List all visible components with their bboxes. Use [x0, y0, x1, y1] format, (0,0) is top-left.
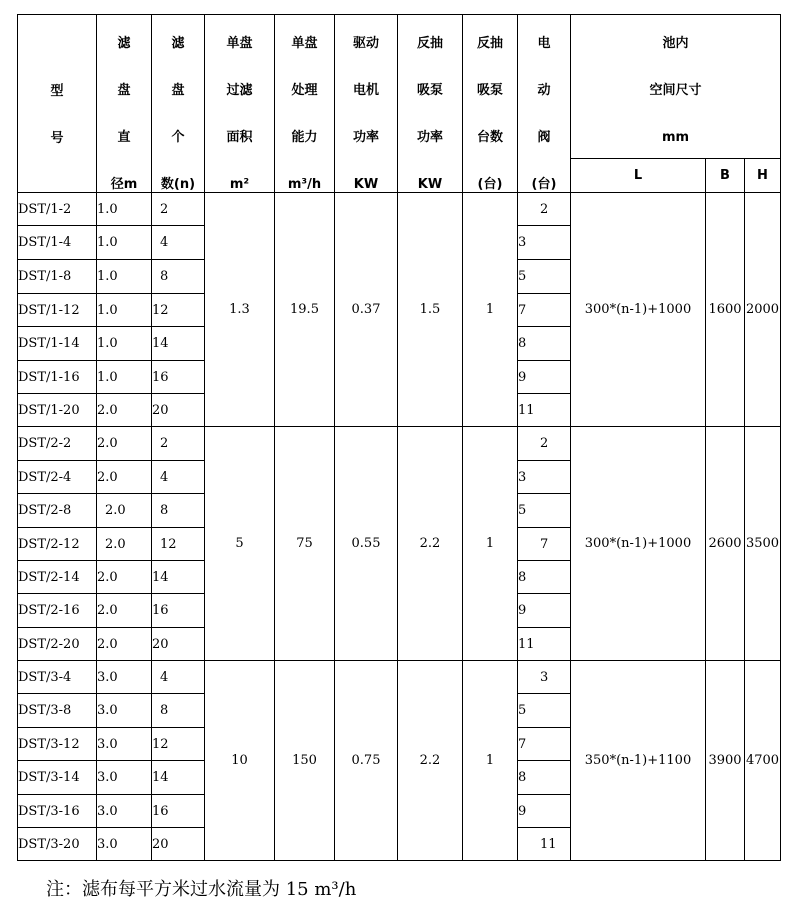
cell-model: DST/2-14 [18, 561, 97, 594]
cell-capacity: 75 [275, 427, 335, 661]
cell-model: DST/3-8 [18, 694, 97, 728]
cell-count: 8 [152, 494, 205, 528]
cell-diameter: 1.0 [97, 327, 152, 361]
header-model [18, 15, 97, 193]
header-line: 能力 [291, 130, 318, 145]
cell-count: 16 [152, 795, 205, 828]
cell-valve: 8 [518, 327, 571, 361]
cell-model: DST/3-16 [18, 795, 97, 828]
cell-diameter: 3.0 [97, 694, 152, 728]
cell-pump-power: 2.2 [398, 661, 463, 861]
header-diameter [97, 15, 152, 193]
cell-model: DST/1-16 [18, 361, 97, 394]
cell-pool-H: 2000 [745, 193, 781, 427]
header-line: 电 [537, 36, 551, 51]
cell-diameter: 2.0 [97, 427, 152, 461]
cell-diameter: 3.0 [97, 761, 152, 795]
cell-valve: 7 [518, 528, 571, 561]
header-line: 动 [537, 83, 551, 98]
header-line: 个 [171, 130, 185, 145]
cell-model: DST/3-14 [18, 761, 97, 795]
header-line: KW [353, 177, 379, 192]
header-count [152, 15, 205, 193]
cell-pump-power: 1.5 [398, 193, 463, 427]
cell-model: DST/2-8 [18, 494, 97, 528]
cell-valve: 9 [518, 361, 571, 394]
cell-count: 8 [152, 694, 205, 728]
header-line: 处理 [291, 83, 318, 98]
header-line: mm [661, 130, 690, 145]
cell-count: 12 [152, 294, 205, 327]
header-line: 盘 [117, 83, 131, 98]
cell-count: 16 [152, 361, 205, 394]
header-line: 盘 [171, 83, 185, 98]
cell-diameter: 2.0 [97, 394, 152, 427]
cell-model: DST/2-20 [18, 628, 97, 661]
header-pump-power [398, 15, 463, 193]
cell-model: DST/1-12 [18, 294, 97, 327]
table-row [18, 427, 781, 461]
cell-count: 14 [152, 561, 205, 594]
cell-count: 14 [152, 327, 205, 361]
cell-valve: 11 [518, 828, 571, 861]
header-line: (台) [531, 177, 557, 192]
cell-pump-count: 1 [463, 427, 518, 661]
header-pump-count [463, 15, 518, 193]
cell-diameter: 1.0 [97, 361, 152, 394]
cell-model: DST/2-12 [18, 528, 97, 561]
cell-count: 14 [152, 761, 205, 795]
cell-valve: 11 [518, 628, 571, 661]
header-line: 型 [50, 84, 64, 99]
cell-diameter: 2.0 [97, 628, 152, 661]
table-row [18, 193, 781, 226]
cell-pump-power: 2.2 [398, 427, 463, 661]
header-line: 空间尺寸 [649, 83, 702, 98]
header-B: B [706, 159, 745, 193]
header-line: (台) [477, 177, 503, 192]
cell-diameter: 3.0 [97, 828, 152, 861]
cell-pool-L: 300*(n-1)+1000 [571, 427, 706, 661]
cell-pool-H: 4700 [745, 661, 781, 861]
cell-diameter: 2.0 [97, 461, 152, 494]
cell-valve: 2 [518, 193, 571, 226]
header-line: 吸泵 [416, 83, 443, 98]
header-line: 反抽 [476, 36, 503, 51]
header-line: 滤 [171, 36, 185, 51]
header-area [205, 15, 275, 193]
cell-motor: 0.75 [335, 661, 398, 861]
header-line: 池内 [662, 36, 689, 51]
cell-valve: 9 [518, 795, 571, 828]
header-capacity [275, 15, 335, 193]
cell-diameter: 3.0 [97, 795, 152, 828]
cell-valve: 5 [518, 494, 571, 528]
header-line: 滤 [117, 36, 131, 51]
header-line: 面积 [226, 130, 253, 145]
cell-diameter: 1.0 [97, 226, 152, 260]
cell-diameter: 1.0 [97, 193, 152, 226]
cell-pool-B: 3900 [706, 661, 745, 861]
header-line: m² [229, 177, 250, 192]
cell-model: DST/1-4 [18, 226, 97, 260]
cell-pump-count: 1 [463, 193, 518, 427]
cell-count: 20 [152, 628, 205, 661]
cell-model: DST/3-20 [18, 828, 97, 861]
header-line: m³/h [287, 177, 322, 192]
header-line: 过滤 [226, 83, 253, 98]
header-line: 功率 [416, 130, 443, 145]
cell-pool-B: 1600 [706, 193, 745, 427]
cell-count: 16 [152, 594, 205, 628]
cell-valve: 3 [518, 461, 571, 494]
header-line: 直 [117, 130, 131, 145]
header-H: H [745, 159, 781, 193]
footnote: 注：滤布每平方米过水流量为 15 m³/h [46, 879, 357, 900]
header-motor [335, 15, 398, 193]
cell-pool-H: 3500 [745, 427, 781, 661]
cell-pump-count: 1 [463, 661, 518, 861]
cell-pool-L: 350*(n-1)+1100 [571, 661, 706, 861]
cell-valve: 7 [518, 294, 571, 327]
header-line: 阀 [537, 130, 551, 145]
cell-diameter: 1.0 [97, 260, 152, 294]
cell-model: DST/1-14 [18, 327, 97, 361]
cell-pool-L: 300*(n-1)+1000 [571, 193, 706, 427]
cell-model: DST/1-2 [18, 193, 97, 226]
spec-table [17, 14, 781, 861]
header-line: 功率 [352, 130, 379, 145]
cell-model: DST/2-4 [18, 461, 97, 494]
cell-valve: 5 [518, 694, 571, 728]
cell-motor: 0.37 [335, 193, 398, 427]
cell-diameter: 2.0 [97, 561, 152, 594]
header-line: 径m [110, 177, 138, 192]
header-valve [518, 15, 571, 193]
cell-count: 12 [152, 528, 205, 561]
cell-diameter: 2.0 [97, 594, 152, 628]
cell-capacity: 19.5 [275, 193, 335, 427]
cell-valve: 9 [518, 594, 571, 628]
cell-diameter: 3.0 [97, 728, 152, 761]
cell-area: 5 [205, 427, 275, 661]
cell-count: 4 [152, 661, 205, 694]
cell-valve: 5 [518, 260, 571, 294]
cell-valve: 3 [518, 661, 571, 694]
cell-valve: 11 [518, 394, 571, 427]
cell-motor: 0.55 [335, 427, 398, 661]
header-line: 单盘 [291, 36, 318, 51]
cell-area: 1.3 [205, 193, 275, 427]
header-L: L [571, 159, 706, 193]
cell-valve: 2 [518, 427, 571, 461]
cell-model: DST/2-16 [18, 594, 97, 628]
cell-pool-B: 2600 [706, 427, 745, 661]
cell-diameter: 2.0 [97, 528, 152, 561]
header-line: 电机 [352, 83, 379, 98]
cell-model: DST/1-20 [18, 394, 97, 427]
header-line: 驱动 [352, 36, 379, 51]
header-line: 反抽 [416, 36, 443, 51]
cell-area: 10 [205, 661, 275, 861]
cell-diameter: 3.0 [97, 661, 152, 694]
header-line: 数(n) [160, 177, 196, 192]
header-line: 台数 [476, 130, 503, 145]
cell-model: DST/2-2 [18, 427, 97, 461]
cell-count: 4 [152, 461, 205, 494]
cell-capacity: 150 [275, 661, 335, 861]
cell-count: 2 [152, 427, 205, 461]
cell-valve: 7 [518, 728, 571, 761]
cell-count: 20 [152, 828, 205, 861]
cell-model: DST/1-8 [18, 260, 97, 294]
cell-count: 8 [152, 260, 205, 294]
cell-model: DST/3-12 [18, 728, 97, 761]
header-line: 号 [50, 131, 64, 146]
header-pool-size [571, 15, 781, 159]
cell-model: DST/3-4 [18, 661, 97, 694]
cell-count: 12 [152, 728, 205, 761]
cell-valve: 3 [518, 226, 571, 260]
cell-count: 2 [152, 193, 205, 226]
cell-diameter: 2.0 [97, 494, 152, 528]
cell-valve: 8 [518, 561, 571, 594]
cell-valve: 8 [518, 761, 571, 795]
table-row [18, 661, 781, 694]
cell-count: 20 [152, 394, 205, 427]
cell-count: 4 [152, 226, 205, 260]
table-body [18, 193, 781, 861]
header-line: 吸泵 [476, 83, 503, 98]
cell-diameter: 1.0 [97, 294, 152, 327]
header-line: 单盘 [226, 36, 253, 51]
header-line: KW [417, 177, 443, 192]
